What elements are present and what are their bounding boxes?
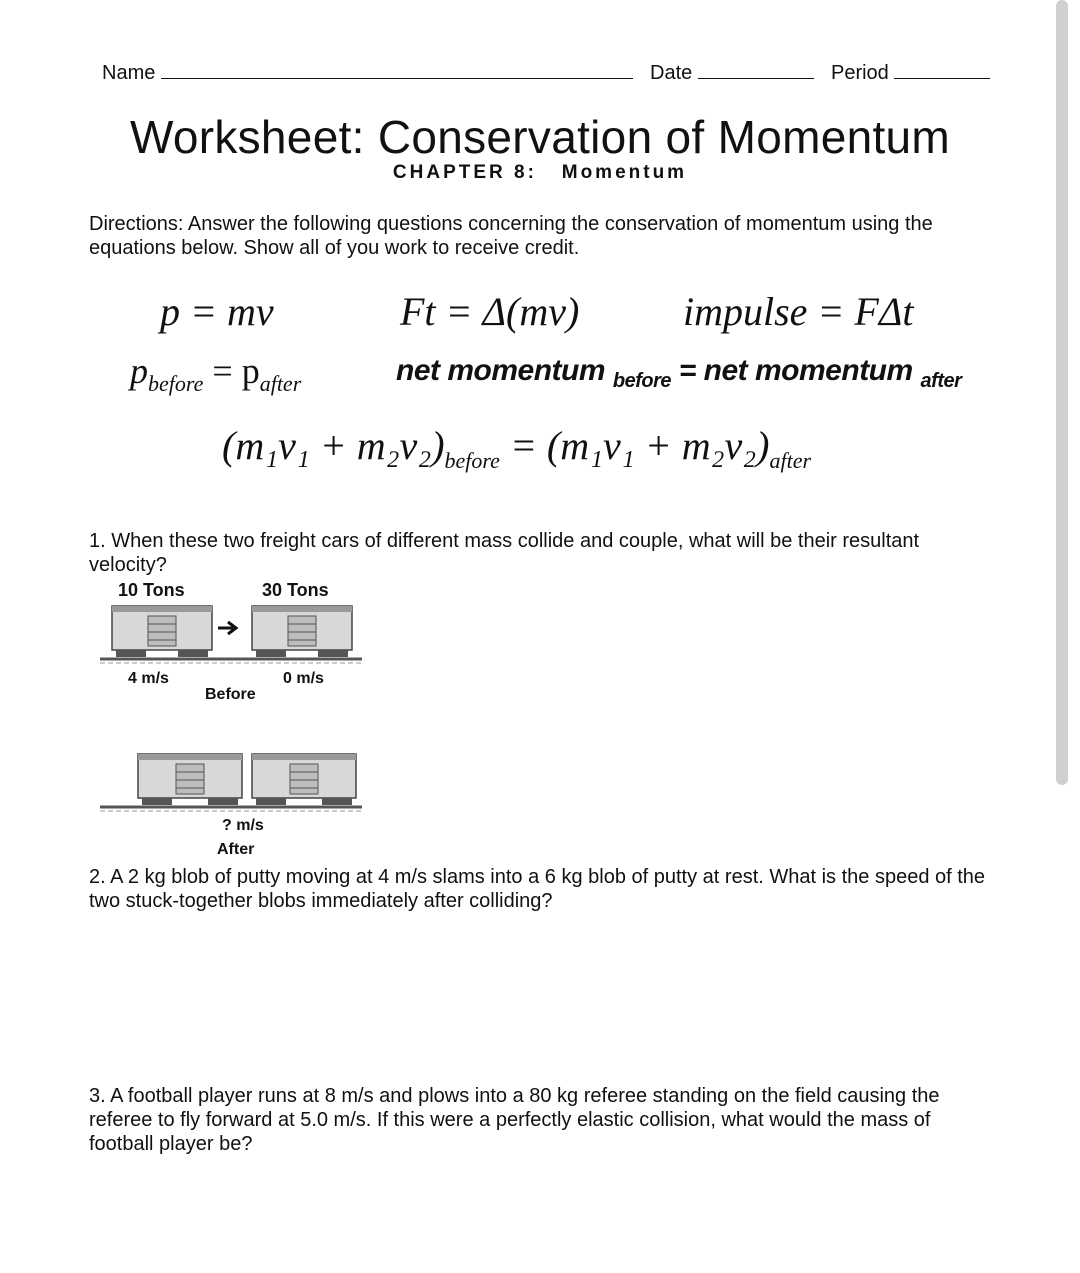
page-title: Worksheet: Conservation of Momentum bbox=[129, 111, 951, 163]
header-row bbox=[102, 60, 990, 85]
impulse-equation: impulse = FΔt bbox=[683, 289, 914, 334]
two-body-before-sub: before bbox=[444, 448, 500, 473]
directions-text: Directions: Answer the following questions concerning the conservation of momentum using the equations below. Show all of you work to receive credit. bbox=[89, 213, 933, 259]
car1-speed-label: 4 m/s bbox=[128, 670, 169, 687]
net-momentum-before-sub: before bbox=[612, 370, 671, 392]
two-body-equation bbox=[222, 422, 811, 474]
question-1: 1. When these two freight cars of different mass collide and couple, what will be their resultant velocity? bbox=[89, 530, 920, 576]
period-label: Period bbox=[830, 62, 889, 84]
car2-icon bbox=[252, 606, 352, 657]
question-3: 3. A football player runs at 8 m/s and plows into a 80 kg referee standing on the field causing the referee to fly forward at 5.0 m/s. If this were a perfectly elastic collision, what would the mass of football player be? bbox=[89, 1085, 940, 1155]
net-momentum-before-text: net momentum bbox=[396, 354, 613, 387]
car1-icon bbox=[112, 606, 212, 657]
date-field-line[interactable] bbox=[698, 60, 814, 79]
conservation-equation bbox=[130, 350, 301, 397]
impulse-momentum-equation: Ft = Δ(mv) bbox=[400, 289, 580, 334]
name-field-line[interactable] bbox=[161, 60, 633, 79]
momentum-equation: p = mv bbox=[160, 289, 274, 334]
net-momentum-after-sub: after bbox=[920, 370, 962, 392]
period-field-line[interactable] bbox=[894, 60, 990, 79]
p-after-main: = p bbox=[203, 351, 260, 391]
vertical-scrollbar[interactable] bbox=[1056, 0, 1068, 785]
arrow-right-icon bbox=[218, 622, 236, 634]
car2-mass-label: 30 Tons bbox=[262, 580, 329, 600]
before-label: Before bbox=[205, 686, 256, 703]
p-after-sub: after bbox=[259, 371, 302, 397]
question-2: 2. A 2 kg blob of putty moving at 4 m/s slams into a 6 kg blob of putty at rest. What is the speed of the two stuck-together blobs immediately after colliding? bbox=[89, 866, 986, 912]
after-label: After bbox=[217, 841, 255, 858]
net-momentum-equation bbox=[396, 354, 961, 393]
chapter-subtitle: CHAPTER 8: Momentum bbox=[392, 162, 688, 183]
name-label: Name bbox=[102, 62, 156, 84]
before-freight-cars-illustration bbox=[98, 600, 368, 670]
coupled-car2-icon bbox=[252, 754, 356, 805]
net-momentum-after-text: = net momentum bbox=[670, 354, 921, 387]
car2-speed-label: 0 m/s bbox=[283, 670, 324, 687]
after-speed-label: ? m/s bbox=[222, 817, 264, 834]
two-body-left: (m₁v₁ + m₂v₂) bbox=[222, 423, 445, 468]
car1-mass-label: 10 Tons bbox=[118, 580, 185, 600]
coupled-car1-icon bbox=[138, 754, 242, 805]
p-before-main: p bbox=[130, 351, 148, 391]
after-freight-cars-illustration bbox=[98, 748, 368, 818]
p-before-sub: before bbox=[148, 371, 204, 397]
date-label: Date bbox=[650, 62, 693, 84]
two-body-after-sub: after bbox=[769, 448, 812, 473]
two-body-right: = (m₁v₁ + m₂v₂) bbox=[499, 423, 770, 468]
